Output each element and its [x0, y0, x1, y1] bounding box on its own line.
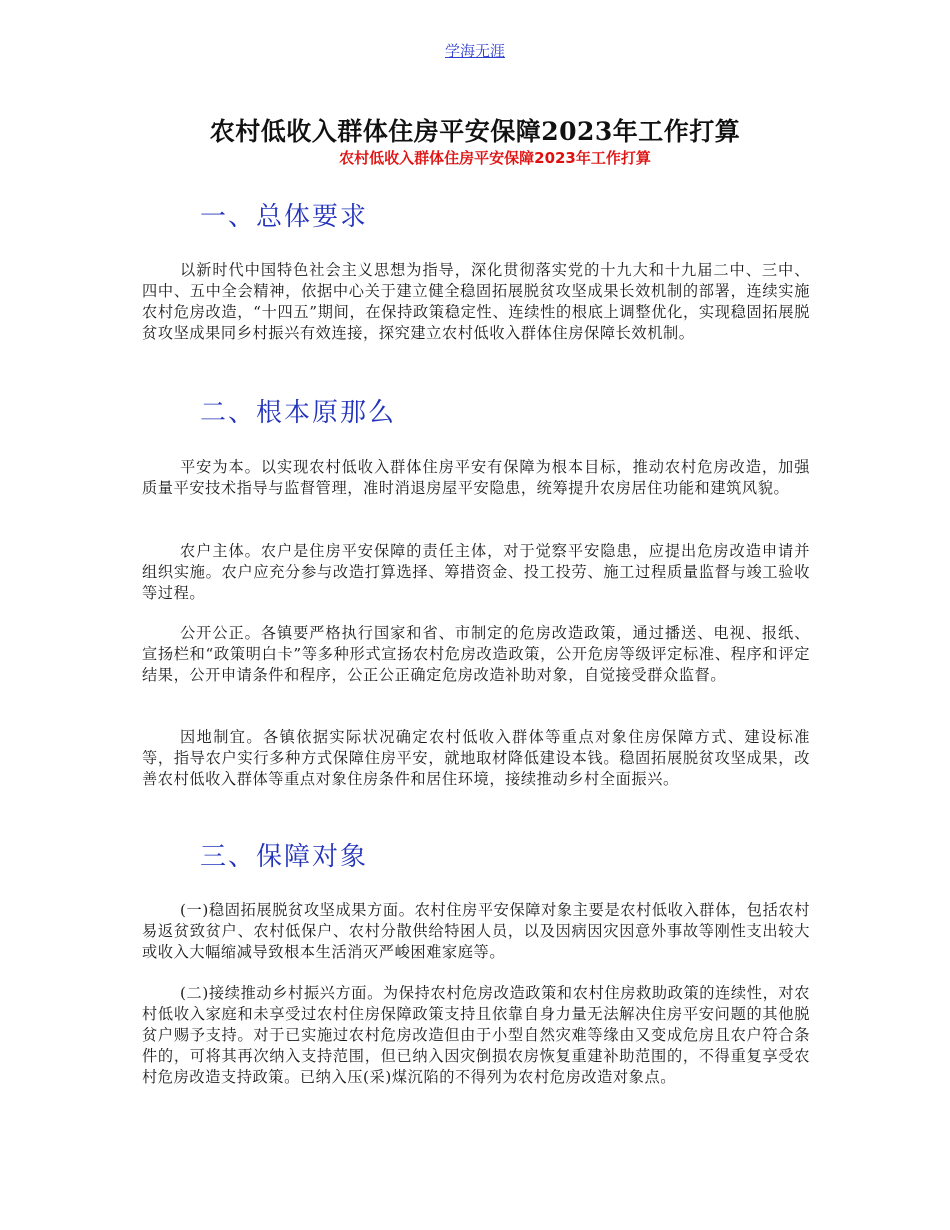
- section-heading-general-requirements: 一、总体要求: [200, 202, 369, 232]
- paragraph: (二)接续推动乡村振兴方面。为保持农村危房改造政策和农村住房救助政策的连续性，对农村低收入家庭和未享受过农村住房保障政策支持且依靠自身力量无法解决住房平安问题的其他脱贫户赐予支持。对于已实施过农村危房改造但由于小型自然灾难等缘由又变成危房且农户符合条件的，可将其再次纳入支持范围，但已纳入因灾倒损农房恢复重建补助范围的，不得重复享受农村危房改造支持政策。已纳入压(采)煤沉陷的不得列为农村危房改造对象点。: [142, 984, 810, 1086]
- section-heading-basic-principles: 二、根本原那么: [200, 398, 397, 428]
- paragraph: 农户主体。农户是住房平安保障的责任主体，对于觉察平安隐患，应提出危房改造申请并组织实施。农户应充分参与改造打算选择、筹措资金、投工投劳、施工过程质量监督与竣工验收等过程。: [142, 542, 810, 602]
- document-title: 农村低收入群体住房平安保障2023年工作打算: [209, 117, 741, 146]
- paragraph: 平安为本。以实现农村低收入群体住房平安有保障为根本目标，推动农村危房改造，加强质量平安技术指导与监督管理，准时消退房屋平安隐患，统筹提升农房居住功能和建筑风貌。: [142, 458, 810, 497]
- document-subtitle: 农村低收入群体住房平安保障2023年工作打算: [339, 149, 651, 167]
- section-heading-coverage: 三、保障对象: [200, 842, 369, 872]
- paragraph: (一)稳固拓展脱贫攻坚成果方面。农村住房平安保障对象主要是农村低收入群体，包括农村易返贫致贫户、农村低保户、农村分散供给特困人员，以及因病因灾因意外事故等刚性支出较大或收入大幅缩减导致根本生活消灭严峻困难家庭等。: [142, 901, 810, 961]
- paragraph: 以新时代中国特色社会主义思想为指导，深化贯彻落实党的十九大和十九届二中、三中、四中、五中全会精神，依据中心关于建立健全稳固拓展脱贫攻坚成果长效机制的部署，连续实施农村危房改造，“十四五”期间，在保持政策稳定性、连续性的根底上调整优化，实现稳固拓展脱贫攻坚成果同乡村振兴有效连接，探究建立农村低收入群体住房保障长效机制。: [142, 261, 810, 342]
- paragraph: 公开公正。各镇要严格执行国家和省、市制定的危房改造政策，通过播送、电视、报纸、宣扬栏和“政策明白卡”等多种形式宣扬农村危房改造政策，公开危房等级评定标准、程序和评定结果，公开申请条件和程序，公正公正确定危房改造补助对象，自觉接受群众监督。: [142, 624, 810, 684]
- paragraph: 因地制宜。各镇依据实际状况确定农村低收入群体等重点对象住房保障方式、建设标准等，指导农户实行多种方式保障住房平安，就地取材降低建设本钱。稳固拓展脱贫攻坚成果，改善农村低收入群体等重点对象住房条件和居住环境，接续推动乡村全面振兴。: [142, 728, 810, 788]
- header-link[interactable]: 学海无涯: [444, 42, 505, 60]
